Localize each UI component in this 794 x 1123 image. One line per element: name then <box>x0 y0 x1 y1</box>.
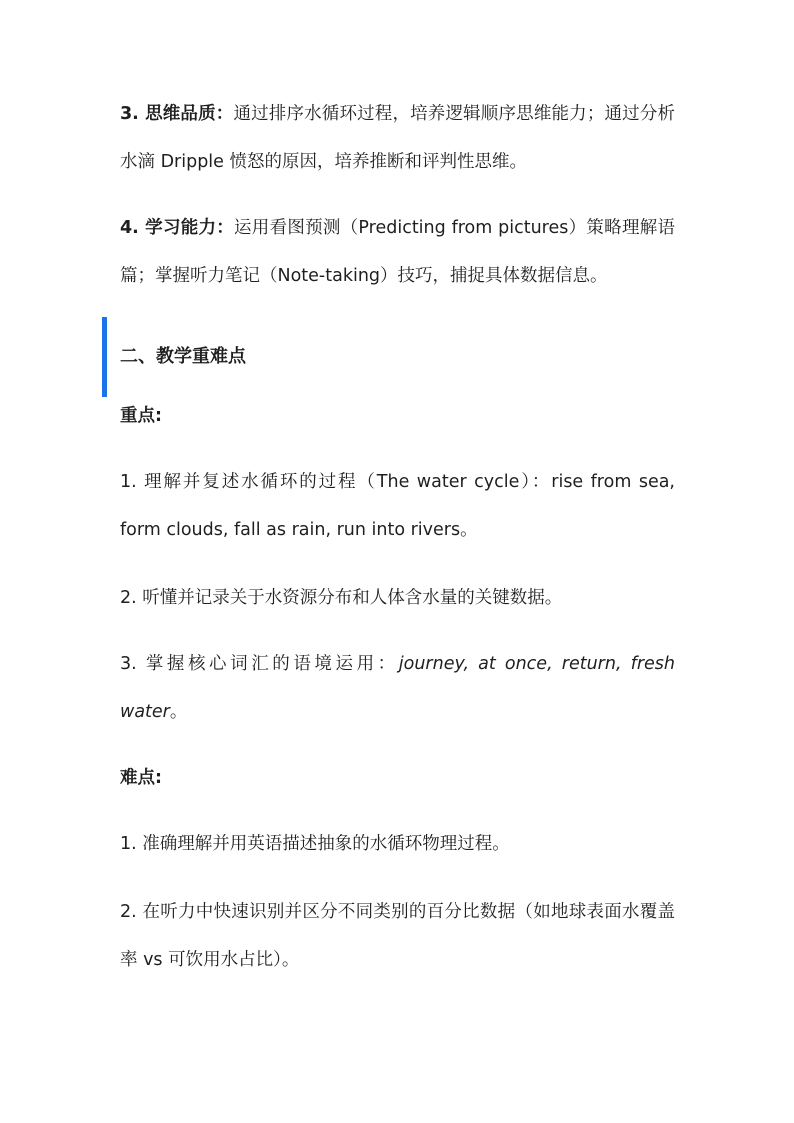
key-points-label-block <box>120 392 675 440</box>
difficult-point-2-text: 2. 在听力中快速识别并区分不同类别的百分比数据（如地球表面水覆盖率 vs 可饮用水占比）。 <box>120 902 675 970</box>
difficult-points-label: 难点: <box>120 768 162 788</box>
objective-thinking <box>120 90 675 186</box>
section-title: 二、教学重难点 <box>120 346 246 367</box>
objective-learning-paragraph <box>120 204 675 300</box>
section-heading-accent-bar <box>102 317 107 397</box>
objective-thinking-label: 3. 思维品质： <box>120 104 234 124</box>
objective-thinking-text: 通过排序水循环过程，培养逻辑顺序思维能力；通过分析水滴 Dripple 愤怒的原因，培养推断和评判性思维。 <box>120 104 675 172</box>
objective-learning <box>120 204 675 300</box>
objective-learning-label: 4. 学习能力： <box>120 218 235 238</box>
key-point-3 <box>120 640 675 736</box>
key-point-3-paragraph <box>120 640 675 736</box>
objective-thinking-paragraph <box>120 90 675 186</box>
difficult-point-1-text: 1. 准确理解并用英语描述抽象的水循环物理过程。 <box>120 834 510 854</box>
key-point-1-text: 1. 理解并复述水循环的过程（The water cycle）：rise from sea, form clouds, fall as rain, run into rivers。 <box>120 472 675 540</box>
difficult-point-2 <box>120 888 675 984</box>
difficult-point-1 <box>120 820 675 868</box>
key-point-3-prefix: 3. 掌握核心词汇的语境运用： <box>120 654 399 674</box>
objective-learning-text: 运用看图预测（Predicting from pictures）策略理解语篇；掌握听力笔记（Note-taking）技巧，捕捉具体数据信息。 <box>120 218 675 286</box>
key-point-3-suffix: 。 <box>169 702 188 722</box>
section-heading <box>102 317 702 397</box>
key-point-3-vocabulary: journey, at once, return, fresh water <box>120 654 676 722</box>
key-point-2-text: 2. 听懂并记录关于水资源分布和人体含水量的关键数据。 <box>120 588 563 608</box>
key-point-1 <box>120 458 675 554</box>
difficult-points-label-block <box>120 754 675 802</box>
key-point-2 <box>120 574 675 622</box>
key-points-label: 重点: <box>120 406 162 426</box>
